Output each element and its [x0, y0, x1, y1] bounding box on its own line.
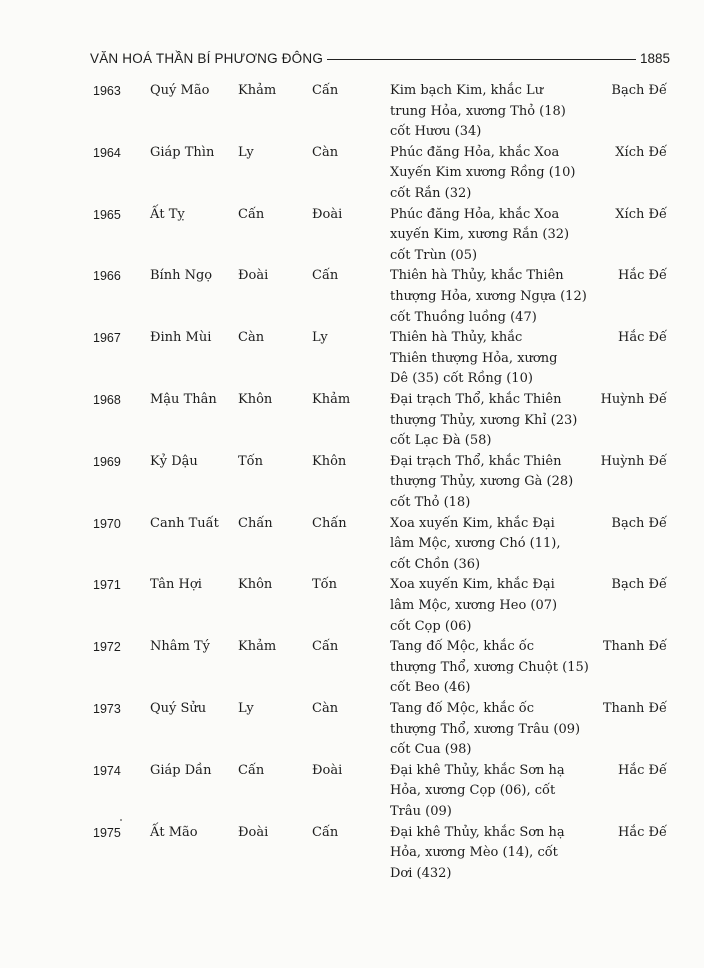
name-cell: Canh Tuất [150, 515, 219, 531]
trigram-a-cell: Càn [238, 330, 265, 346]
trigram-b-cell: Càn [312, 700, 339, 716]
year-cell: 1970 [93, 516, 121, 531]
description-line: cốt Cua (98) [390, 742, 472, 758]
de-cell: Hắc Đế [618, 330, 667, 346]
description-line: Hỏa, xương Mèo (14), cốt [390, 845, 558, 861]
table-row [0, 81, 704, 143]
year-cell: 1964 [93, 145, 121, 160]
description-line: cốt Chồn (36) [390, 556, 481, 572]
trigram-a-cell: Ly [238, 144, 254, 160]
description-line: Phúc đăng Hỏa, khắc Xoa [390, 144, 560, 160]
year-cell: 1975 [93, 825, 121, 840]
description-line: lâm Mộc, xương Heo (07) [390, 597, 558, 613]
trigram-a-cell: Đoài [238, 268, 269, 284]
description-line: Xoa xuyến Kim, khắc Đại [390, 515, 555, 531]
year-cell: 1965 [93, 207, 121, 222]
trigram-b-cell: Khảm [312, 391, 351, 407]
year-table [0, 81, 704, 884]
year-cell: 1972 [93, 640, 121, 655]
de-cell: Huỳnh Đế [600, 391, 667, 407]
name-cell: Quý Sửu [150, 700, 207, 716]
table-row [0, 637, 704, 699]
description-line: Đại khê Thủy, khắc Sơn hạ [390, 762, 565, 778]
year-cell: 1974 [93, 763, 121, 778]
description-line: Tang đố Mộc, khắc ốc [390, 639, 534, 655]
trigram-b-cell: Khôn [312, 453, 347, 469]
description-cell [390, 266, 610, 328]
de-cell: Bạch Đế [611, 515, 667, 531]
description-cell [390, 761, 610, 823]
description-line: Dơi (432) [390, 865, 452, 881]
table-row [0, 390, 704, 452]
description-cell [390, 514, 610, 576]
description-line: cốt Beo (46) [390, 680, 471, 696]
description-cell [390, 205, 610, 267]
table-row [0, 823, 704, 885]
table-row [0, 514, 704, 576]
running-header [90, 48, 670, 68]
trigram-b-cell: Cấn [312, 824, 339, 840]
description-line: Thiên hà Thủy, khắc [390, 330, 523, 346]
description-line: Xuyến Kim xương Rồng (10) [390, 165, 576, 181]
description-line: trung Hỏa, xương Thỏ (18) [390, 103, 566, 119]
description-line: Đại khê Thủy, khắc Sơn hạ [390, 824, 565, 840]
description-cell [390, 699, 610, 761]
description-cell [390, 390, 610, 452]
description-line: thượng Thổ, xương Chuột (15) [390, 659, 589, 675]
description-cell [390, 143, 610, 205]
trigram-a-cell: Chấn [238, 515, 273, 531]
description-line: thượng Thổ, xương Trâu (09) [390, 721, 581, 737]
description-cell [390, 823, 610, 885]
description-line: Kim bạch Kim, khắc Lư [390, 83, 544, 98]
header-rule [327, 59, 636, 60]
trigram-a-cell: Cấn [238, 762, 265, 778]
table-row [0, 452, 704, 514]
trigram-a-cell: Đoài [238, 824, 269, 840]
de-cell: Xích Đế [615, 206, 667, 222]
de-cell: Thanh Đế [602, 700, 667, 716]
trigram-b-cell: Đoài [312, 762, 343, 778]
year-cell: 1969 [93, 454, 121, 469]
table-row [0, 266, 704, 328]
year-cell: 1968 [93, 392, 121, 407]
book-title: VĂN HOÁ THẦN BÍ PHƯƠNG ĐÔNG [90, 50, 324, 66]
year-cell: 1971 [93, 578, 121, 593]
description-line: cốt Hươu (34) [390, 124, 482, 140]
description-line: thượng Thủy, xương Khỉ (23) [390, 412, 578, 428]
description-line: Phúc đăng Hỏa, khắc Xoa [390, 206, 560, 222]
description-cell [390, 81, 610, 143]
description-line: Xoa xuyến Kim, khắc Đại [390, 577, 555, 593]
print-speck [120, 819, 122, 821]
name-cell: Nhâm Tý [150, 639, 210, 655]
name-cell: Mậu Thân [150, 391, 217, 407]
trigram-b-cell: Cấn [312, 268, 339, 284]
name-cell: Tân Hợi [150, 577, 202, 593]
year-cell: 1963 [93, 84, 121, 98]
description-line: lâm Mộc, xương Chó (11), [390, 536, 561, 552]
description-line: cốt Thỏ (18) [390, 494, 471, 510]
de-cell: Bạch Đế [611, 83, 667, 98]
description-line: cốt Thuồng luồng (47) [390, 309, 537, 325]
trigram-a-cell: Khôn [238, 577, 273, 593]
table-row [0, 699, 704, 761]
description-line: Hỏa, xương Cọp (06), cốt [390, 783, 556, 799]
trigram-a-cell: Tốn [238, 453, 263, 469]
description-line: thượng Thủy, xương Gà (28) [390, 474, 574, 490]
description-line: Đại trạch Thổ, khắc Thiên [390, 453, 562, 469]
table-row [0, 761, 704, 823]
description-line: Tang đố Mộc, khắc ốc [390, 700, 534, 716]
name-cell: Giáp Dần [150, 762, 212, 778]
de-cell: Hắc Đế [618, 824, 667, 840]
de-cell: Thanh Đế [602, 639, 667, 655]
description-line: cốt Rắn (32) [390, 185, 472, 201]
year-cell: 1973 [93, 701, 121, 716]
description-cell [390, 575, 610, 637]
table-row [0, 328, 704, 390]
name-cell: Ất Mão [150, 824, 198, 840]
table-row [0, 143, 704, 205]
name-cell: Đinh Mùi [150, 330, 212, 346]
trigram-a-cell: Ly [238, 700, 254, 716]
description-line: Đại trạch Thổ, khắc Thiên [390, 391, 562, 407]
description-line: cốt Lạc Đà (58) [390, 433, 492, 449]
trigram-b-cell: Chấn [312, 515, 347, 531]
description-line: Dê (35) cốt Rồng (10) [390, 371, 533, 387]
description-line: Thiên hà Thủy, khắc Thiên [390, 268, 564, 284]
name-cell: Quý Mão [150, 83, 210, 98]
table-row [0, 575, 704, 637]
name-cell: Ất Tỵ [150, 206, 185, 222]
description-cell [390, 328, 610, 390]
de-cell: Xích Đế [615, 144, 667, 160]
table-row [0, 205, 704, 267]
name-cell: Kỷ Dậu [150, 453, 198, 469]
year-cell: 1966 [93, 269, 121, 284]
de-cell: Bạch Đế [611, 577, 667, 593]
trigram-a-cell: Khảm [238, 83, 277, 98]
description-line: Thiên thượng Hỏa, xương [390, 350, 558, 366]
description-line: cốt Cọp (06) [390, 618, 472, 634]
description-cell [390, 452, 610, 514]
description-cell [390, 637, 610, 699]
trigram-a-cell: Cấn [238, 206, 265, 222]
page-number: 1885 [639, 50, 670, 66]
de-cell: Hắc Đế [618, 268, 667, 284]
de-cell: Hắc Đế [618, 762, 667, 778]
trigram-b-cell: Ly [312, 330, 328, 346]
name-cell: Bính Ngọ [150, 268, 213, 284]
description-line: Trâu (09) [390, 803, 452, 819]
de-cell: Huỳnh Đế [600, 453, 667, 469]
trigram-b-cell: Cấn [312, 639, 339, 655]
trigram-a-cell: Khôn [238, 391, 273, 407]
trigram-b-cell: Tốn [312, 577, 337, 593]
description-line: thượng Hỏa, xương Ngựa (12) [390, 288, 587, 304]
name-cell: Giáp Thìn [150, 144, 215, 160]
trigram-a-cell: Khảm [238, 639, 277, 655]
description-line: xuyến Kim, xương Rắn (32) [390, 227, 570, 243]
trigram-b-cell: Đoài [312, 206, 343, 222]
year-cell: 1967 [93, 331, 121, 346]
trigram-b-cell: Cấn [312, 83, 339, 98]
description-line: cốt Trùn (05) [390, 247, 478, 263]
trigram-b-cell: Càn [312, 144, 339, 160]
